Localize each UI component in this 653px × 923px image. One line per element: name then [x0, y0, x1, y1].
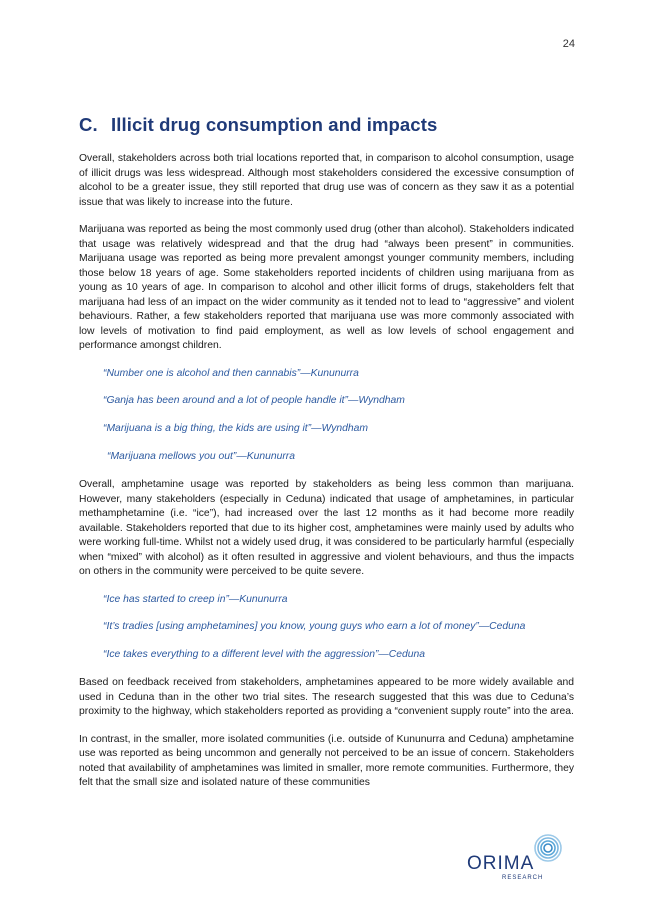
- section-letter: C.: [79, 114, 98, 135]
- section-title-text: Illicit drug consumption and impacts: [111, 114, 438, 135]
- paragraph-ceduna: Based on feedback received from stakeholders, amphetamines appeared to be more widely available and used in Ceduna than in the other two trial sites. The research suggested that this was due to Ceduna’s proximity to the highway, which stakeholders reported as providing a “convenient supply route” into the area.: [79, 677, 574, 718]
- quote: “Marijuana is a big thing, the kids are using it”—Wyndham: [103, 423, 369, 435]
- quote: “Ganja has been around and a lot of people handle it”—Wyndham: [103, 395, 405, 407]
- page-number: 24: [562, 38, 575, 50]
- quote: “Ice has started to creep in”—Kununurra: [103, 593, 288, 605]
- quote: “Number one is alcohol and then cannabis”—Kununurra: [103, 367, 359, 379]
- orima-research-logo: [464, 833, 574, 883]
- quote: “Ice takes everything to a different level with the aggression”—Ceduna: [103, 649, 425, 661]
- section-heading: [79, 114, 574, 136]
- logo-subtitle: RESEARCH: [502, 875, 544, 881]
- logo-rings-icon: [535, 835, 561, 861]
- paragraph-remote-communities: In contrast, in the smaller, more isolated communities (i.e. outside of Kununurra and Ceduna) amphetamine use was reported as being uncommon and generally not perceived to be an issue of concern. Stakeholders noted that availability of amphetamines was limited in smaller, more remote communities. Furthermore, they felt that the small size and isolated nature of these communities: [79, 733, 574, 789]
- paragraph-overview: Overall, stakeholders across both trial locations reported that, in comparison to alcohol consumption, usage of illicit drugs was less widespread. Although most stakeholders considered the excessive consumption of alcohol to be a greater issue, they still reported that drug use was of concern as they saw it as a potential issue that was likely to increase into the future.: [79, 153, 574, 208]
- paragraph-marijuana: Marijuana was reported as being the most commonly used drug (other than alcohol). Stakeholders indicated that usage was relatively widespread and that the drug had “always been present” in communities. Marijuana usage was reported as being more prevalent amongst younger community members, including those below 18 years of age. Some stakeholders reported incidents of children using marijuana from as young as 10 years of age. In comparison to alcohol and other illicit forms of drugs, stakeholders felt that marijuana had less of an impact on the wider community as it tended not to lead to “aggressive” and violent behaviours. Rather, a few stakeholders reported that marijuana use was more commonly associated with low levels of motivation to find paid employment, as well as low levels of school engagement and performance amongst children.: [79, 224, 574, 351]
- page-content: [79, 114, 574, 804]
- quote: “It’s tradies [using amphetamines] you know, young guys who earn a lot of money”—Ceduna: [103, 621, 526, 633]
- quote: “Marijuana mellows you out”—Kununurra: [107, 451, 295, 463]
- paragraph-amphetamine: Overall, amphetamine usage was reported by stakeholders as being less common than marijuana. However, many stakeholders (especially in Ceduna) indicated that usage of amphetamines, in particular methamphetamine (i.e. “ice”), had increased over the last 12 months as it had become more readily available. Stakeholders reported that due to its higher cost, amphetamines were mainly used by adults who were working full-time. Whilst not a widely used drug, it was considered to be particularly harmful (especially when “mixed” with alcohol) as it often resulted in aggressive and violent behaviours, and thus the impacts on others in the community were perceived to be quite severe.: [79, 479, 574, 578]
- logo-wordmark: ORIMA: [467, 853, 535, 874]
